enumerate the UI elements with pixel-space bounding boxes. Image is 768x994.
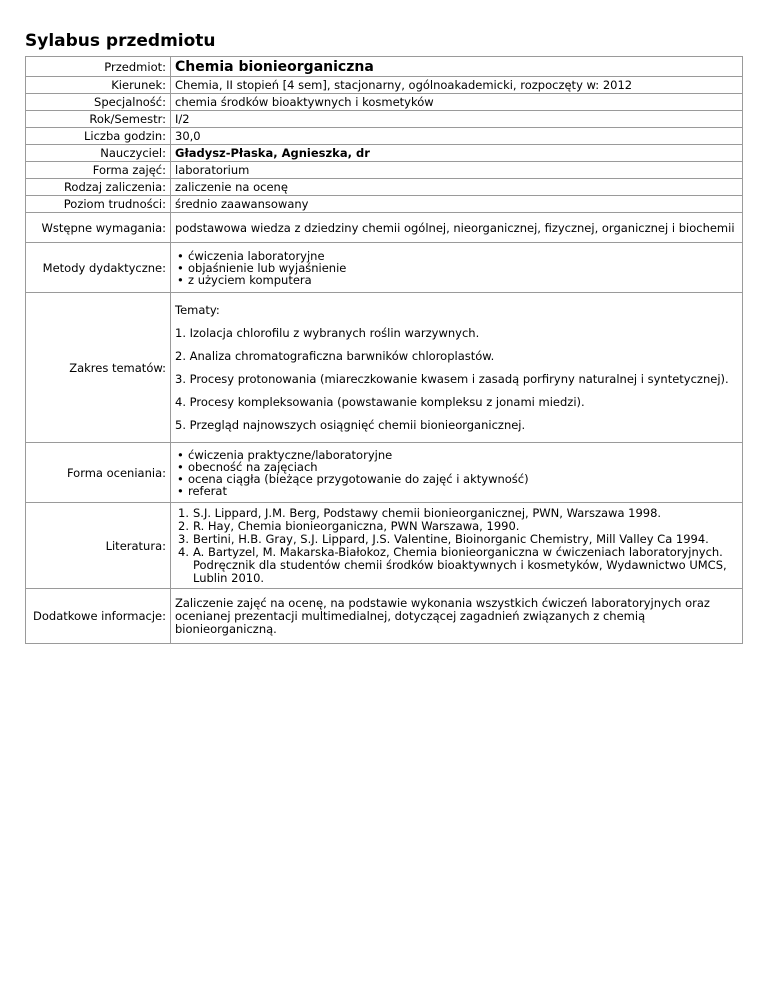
row-forma [26,162,743,179]
item-text: R. Hay, Chemia bionieorganiczna, PWN Warszawa, 1990. [193,518,520,533]
label-wymagania: Wstępne wymagania: [26,213,171,243]
label-ocenianie: Forma oceniania: [26,443,171,503]
item-text: Bertini, H.B. Gray, S.J. Lippard, J.S. Valentine, Bioinorganic Chemistry, Mill Valley Ca 1994. [193,531,709,546]
topic-item: 5. Przegląd najnowszych osiągnięć chemii bionieorganicznej. [175,417,526,432]
value-zaliczenie: zaliczenie na ocenę [171,179,743,196]
label-kierunek: Kierunek: [26,77,171,94]
row-nauczyciel [26,145,743,162]
value-metody [171,243,743,293]
value-kierunek: Chemia, II stopień [4 sem], stacjonarny, ogólnoakademicki, rozpoczęty w: 2012 [171,77,743,94]
row-zaliczenie [26,179,743,196]
label-specjalnosc: Specjalność: [26,94,171,111]
label-zakres: Zakres tematów: [26,293,171,443]
row-poziom [26,196,743,213]
literature-list [175,507,738,585]
value-forma: laboratorium [171,162,743,179]
topic-item: 2. Analiza chromatograficzna barwników chloroplastów. [175,348,495,363]
list-item: • referat [175,485,738,497]
value-literatura [171,503,743,589]
list-item: • objaśnienie lub wyjaśnienie [175,262,738,274]
label-rok: Rok/Semestr: [26,111,171,128]
row-wymagania [26,213,743,243]
value-godziny: 30,0 [171,128,743,145]
label-dodatkowe: Dodatkowe informacje: [26,589,171,644]
value-rok: I/2 [171,111,743,128]
label-godziny: Liczba godzin: [26,128,171,145]
item-number: 1. [178,505,189,520]
label-poziom: Poziom trudności: [26,196,171,213]
list-item: • obecność na zajęciach [175,461,738,473]
label-literatura: Literatura: [26,503,171,589]
item-number: 2. [178,518,189,533]
list-item [175,546,738,585]
list-item: • ćwiczenia praktyczne/laboratoryjne [175,449,738,461]
item-text: S.J. Lippard, J.M. Berg, Podstawy chemii bionieorganicznej, PWN, Warszawa 1998. [193,505,662,520]
label-forma: Forma zajęć: [26,162,171,179]
row-przedmiot [26,57,743,77]
list-item: • z użyciem komputera [175,274,738,286]
row-literatura [26,503,743,589]
page-title: Sylabus przedmiotu [25,31,216,51]
label-metody: Metody dydaktyczne: [26,243,171,293]
label-przedmiot: Przedmiot: [26,57,171,77]
row-dodatkowe [26,589,743,644]
row-metody [26,243,743,293]
row-rok [26,111,743,128]
subject-name: Chemia bionieorganiczna [171,57,743,77]
value-zakres [171,293,743,443]
list-item: • ocena ciągła (bieżące przygotowanie do zajęć i aktywność) [175,473,738,485]
item-number: 4. [178,544,189,559]
item-number: 3. [178,531,189,546]
value-ocenianie [171,443,743,503]
label-nauczyciel: Nauczyciel: [26,145,171,162]
methods-list [175,250,738,286]
list-item: • ćwiczenia laboratoryjne [175,250,738,262]
topic-item: 1. Izolacja chlorofilu z wybranych roślin warzywnych. [175,325,480,340]
row-kierunek [26,77,743,94]
topics-heading: Tematy: [175,302,220,317]
value-dodatkowe: Zaliczenie zajęć na ocenę, na podstawie wykonania wszystkich ćwiczeń laboratoryjnych oraz ocenianej prezentacji multimedialnej, dotyczącej zagadnień związanych z chemią bionieorganiczną. [171,589,743,644]
topic-item: 4. Procesy kompleksowania (powstawanie kompleksu z jonami miedzi). [175,394,585,409]
label-zaliczenie: Rodzaj zaliczenia: [26,179,171,196]
row-ocenianie [26,443,743,503]
row-godziny [26,128,743,145]
syllabus-table [25,56,743,644]
value-nauczyciel: Gładysz-Płaska, Agnieszka, dr [171,145,743,162]
item-text: A. Bartyzel, M. Makarska-Białokoz, Chemia bionieorganiczna w ćwiczeniach laboratoryjnych. Podręcznik dla studentów chemii środków bioaktywnych i kosmetyków, Wydawnictwo UMCS, Lublin 2010. [193,544,727,585]
value-poziom: średnio zaawansowany [171,196,743,213]
topic-item: 3. Procesy protonowania (miareczkowanie kwasem i zasadą porfiryny naturalnej i syntetycznej). [175,371,729,386]
row-zakres [26,293,743,443]
value-specjalnosc: chemia środków bioaktywnych i kosmetyków [171,94,743,111]
row-specjalnosc [26,94,743,111]
assessment-list [175,449,738,497]
value-wymagania: podstawowa wiedza z dziedziny chemii ogólnej, nieorganicznej, fizycznej, organicznej i biochemii [171,213,743,243]
